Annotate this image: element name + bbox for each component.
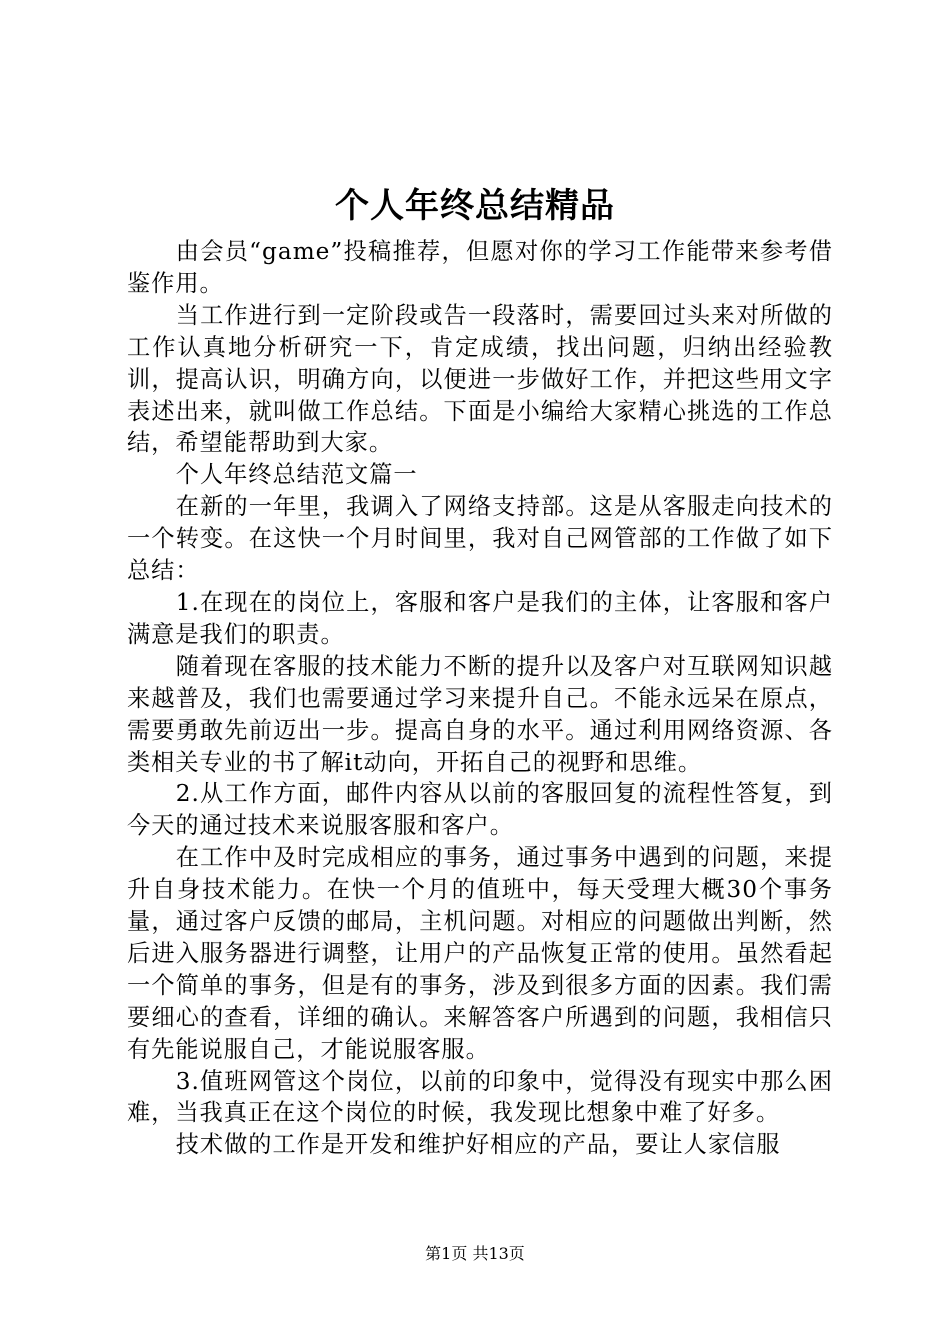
paragraph-summary-definition: 当工作进行到一定阶段或告一段落时，需要回过头来对所做的工作认真地分析研究一下，肯定成绩，找出问题，归纳出经验教训，提高认识，明确方向，以便进一步做好工作，并把这些用文字表述出来，就叫做工作总结。下面是小编给大家精心挑选的工作总结，希望能帮助到大家。 <box>127 301 833 457</box>
paragraph-technical-work: 技术做的工作是开发和维护好相应的产品，要让人家信服 <box>175 1131 781 1159</box>
paragraph-point-2: 2.从工作方面，邮件内容从以前的客服回复的流程性答复，到今天的通过技术来说服客服和客户。 <box>127 780 833 840</box>
paragraph-point-1: 1.在现在的岗位上，客服和客户是我们的主体，让客服和客户满意是我们的职责。 <box>127 588 833 648</box>
page-number-footer: 第1页 共13页 <box>425 1244 525 1263</box>
paragraph-intro: 由会员“game”投稿推荐，但愿对你的学习工作能带来参考借鉴作用。 <box>127 238 833 297</box>
paragraph-new-year: 在新的一年里，我调入了网络支持部。这是从客服走向技术的一个转变。在这快一个月时间里，我对自己网管部的工作做了如下总结： <box>127 493 833 585</box>
paragraph-work-details: 在工作中及时完成相应的事务，通过事务中遇到的问题，来提升自身技术能力。在快一个月的值班中，每天受理大概30个事务量，通过客户反馈的邮局，主机问题。对相应的问题做出判断，然后进入服务器进行调整，让用户的产品恢复正常的使用。虽然看起一个简单的事务，但是有的事务，涉及到很多方面的因素。我们需要细心的查看，详细的确认。来解答客户所遇到的问题，我相信只有先能说服自己，才能说服客服。 <box>127 844 833 1063</box>
paragraph-learning: 随着现在客服的技术能力不断的提升以及客户对互联网知识越来越普及，我们也需要通过学习来提升自己。不能永远呆在原点，需要勇敢先前迈出一步。提高自身的水平。通过利用网络资源、各类相关专业的书了解it动向，开拓自己的视野和思维。 <box>127 652 833 776</box>
document-title: 个人年终总结精品 <box>335 186 615 226</box>
section-heading: 个人年终总结范文篇一 <box>175 461 418 489</box>
document-body <box>127 236 833 1161</box>
paragraph-point-3: 3.值班网管这个岗位，以前的印象中，觉得没有现实中那么困难，当我真正在这个岗位的时候，我发现比想象中难了好多。 <box>127 1067 833 1127</box>
